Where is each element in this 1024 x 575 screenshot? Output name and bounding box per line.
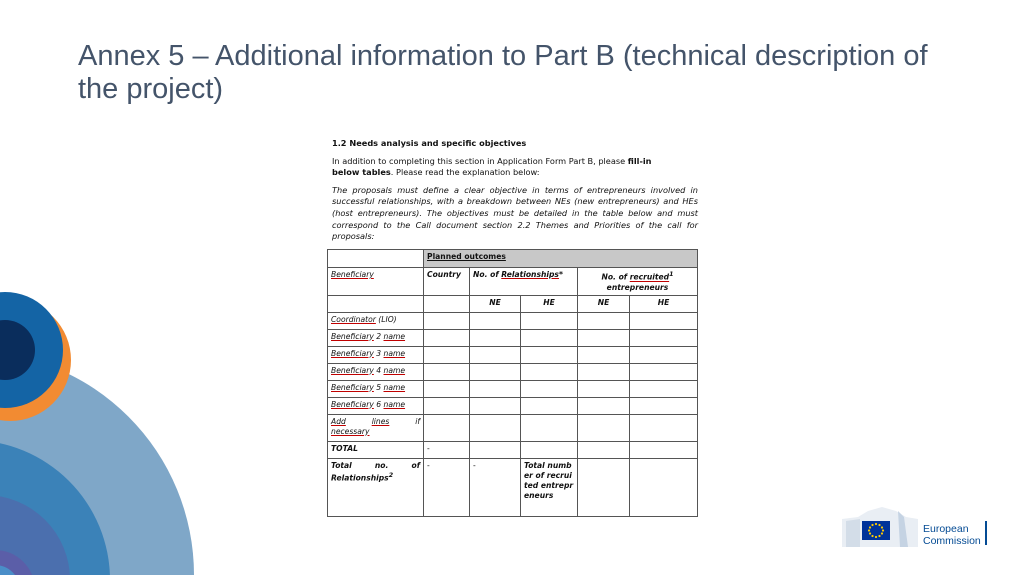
table-row: [328, 363, 698, 380]
cell: [424, 414, 470, 441]
cell: [630, 363, 698, 380]
cell: [470, 397, 521, 414]
cell: [470, 363, 521, 380]
cell: [521, 441, 578, 458]
row-label-rest: 2: [373, 331, 384, 341]
cell: [521, 329, 578, 346]
header-rel-word: Relationships: [501, 270, 559, 279]
header-rec-prefix: No. of: [601, 272, 630, 282]
row-label-name: name: [383, 348, 406, 358]
subheader-empty-1: [328, 295, 424, 312]
table-row-total-relationships: [328, 458, 698, 516]
table-row: [328, 380, 698, 397]
subheader-he: HE: [630, 295, 698, 312]
cell: [578, 441, 630, 458]
header-rel-suffix: *: [558, 270, 563, 279]
section-heading: 1.2 Needs analysis and specific objectives: [332, 138, 527, 148]
total-relationships-label: [328, 458, 424, 516]
row-label: [328, 380, 424, 397]
cell: [630, 441, 698, 458]
logo-line-european: European: [923, 523, 969, 535]
total-recruited-label: Total number of recruited entrepreneurs: [521, 458, 578, 516]
cell: [630, 414, 698, 441]
cell: [470, 441, 521, 458]
european-commission-wordmark: [923, 523, 981, 547]
logo-line-commission: Commission: [923, 535, 981, 547]
table-row: [328, 329, 698, 346]
header-rec-suffix: entrepreneurs: [606, 282, 669, 292]
row-label-word: Beneficiary: [331, 382, 374, 392]
row-label-word: Beneficiary: [331, 331, 374, 341]
header-beneficiary: [328, 268, 424, 296]
row-label-rest: (LIO): [375, 314, 397, 324]
table-row: [328, 312, 698, 329]
row-label: [328, 346, 424, 363]
header-rec-sup: 1: [669, 271, 674, 278]
intro-paragraph: [332, 156, 698, 179]
total-rel-country: -: [424, 458, 470, 516]
table-row: [328, 346, 698, 363]
cell: [470, 312, 521, 329]
cell: [424, 329, 470, 346]
row-add-lines: [328, 414, 424, 441]
table-row: [328, 414, 698, 441]
cell: [630, 458, 698, 516]
subheader-he: HE: [521, 295, 578, 312]
cell: [521, 346, 578, 363]
cell: [521, 312, 578, 329]
row-label-word: Beneficiary: [331, 365, 374, 375]
cell: [630, 380, 698, 397]
total-rel-sup: 2: [388, 471, 394, 479]
header-recruited: [578, 268, 698, 296]
cell: [470, 380, 521, 397]
row-label-rest: 5: [373, 382, 384, 392]
cell: [578, 458, 630, 516]
row-label-name: name: [383, 331, 406, 341]
cell: [424, 312, 470, 329]
header-rel-prefix: No. of: [473, 270, 502, 279]
header-country: Country: [424, 268, 470, 296]
total-rel-text: Total no. of Relationships: [331, 460, 420, 483]
row-label-name: name: [383, 365, 406, 375]
explanation-paragraph: The proposals must define a clear objective in terms of entrepreneurs involved in successful relationships, with a breakdown between NEs (new entrepreneurs) and HEs (host entrepreneurs). The objectives must be detailed in the table below and must correspond to the Call document section 2.2 Themes and Priorities of the call for proposals:: [332, 184, 698, 242]
intro-text-end: . Please read the explanation below:: [390, 167, 540, 178]
cell: [521, 363, 578, 380]
header-relationships: [470, 268, 578, 296]
subheader-ne: NE: [578, 295, 630, 312]
cell: [424, 397, 470, 414]
cell: [521, 414, 578, 441]
cell: [630, 397, 698, 414]
slide-title: Annex 5 – Additional information to Part B (technical description of the project): [78, 40, 928, 105]
row-label-word: Beneficiary: [331, 348, 374, 358]
table-corner-cell: [328, 250, 424, 268]
subheader-empty-2: [424, 295, 470, 312]
lines-word: lines: [371, 416, 390, 426]
european-commission-logo: [842, 507, 920, 547]
necessary-word: necessary: [331, 426, 370, 436]
cell: [578, 312, 630, 329]
row-label-name: name: [383, 399, 406, 409]
cell: [630, 329, 698, 346]
cell: [424, 363, 470, 380]
cell: [470, 414, 521, 441]
header-beneficiary-text: Beneficiary: [331, 270, 374, 279]
intro-bold-tables: below tables: [332, 167, 391, 178]
row-label: [328, 329, 424, 346]
cell: [578, 363, 630, 380]
cell: [578, 346, 630, 363]
subheader-ne: NE: [470, 295, 521, 312]
cell: [578, 397, 630, 414]
cell: [630, 312, 698, 329]
cell: [578, 380, 630, 397]
row-label-rest: 4: [373, 365, 384, 375]
if-word: if: [415, 416, 420, 426]
cell: [424, 346, 470, 363]
row-label-word: Beneficiary: [331, 399, 374, 409]
cell: [470, 346, 521, 363]
cell: [470, 329, 521, 346]
row-label-word: Coordinator: [331, 314, 376, 324]
table-row: [328, 397, 698, 414]
cell: [521, 397, 578, 414]
total-label: TOTAL: [328, 441, 424, 458]
row-label: [328, 363, 424, 380]
intro-bold-fill: fill-in: [627, 155, 652, 166]
document-excerpt: [332, 138, 698, 249]
header-rec-word: recruited: [629, 272, 670, 282]
total-country: -: [424, 441, 470, 458]
row-label: [328, 312, 424, 329]
row-label-name: name: [383, 382, 406, 392]
row-label: [328, 397, 424, 414]
row-label-rest: 3: [373, 348, 384, 358]
cell: [424, 380, 470, 397]
row-label-rest: 6: [373, 399, 384, 409]
total-rel-ne: -: [470, 458, 521, 516]
cell: [578, 414, 630, 441]
table-title: Planned outcomes: [424, 250, 698, 268]
logo-divider-bar: [985, 521, 987, 545]
table-row-total: [328, 441, 698, 458]
cell: [578, 329, 630, 346]
add-word: Add: [331, 416, 346, 426]
planned-outcomes-table: [327, 249, 698, 517]
cell: [521, 380, 578, 397]
intro-text: In addition to completing this section in Application Form Part B, please: [332, 155, 628, 166]
cell: [630, 346, 698, 363]
